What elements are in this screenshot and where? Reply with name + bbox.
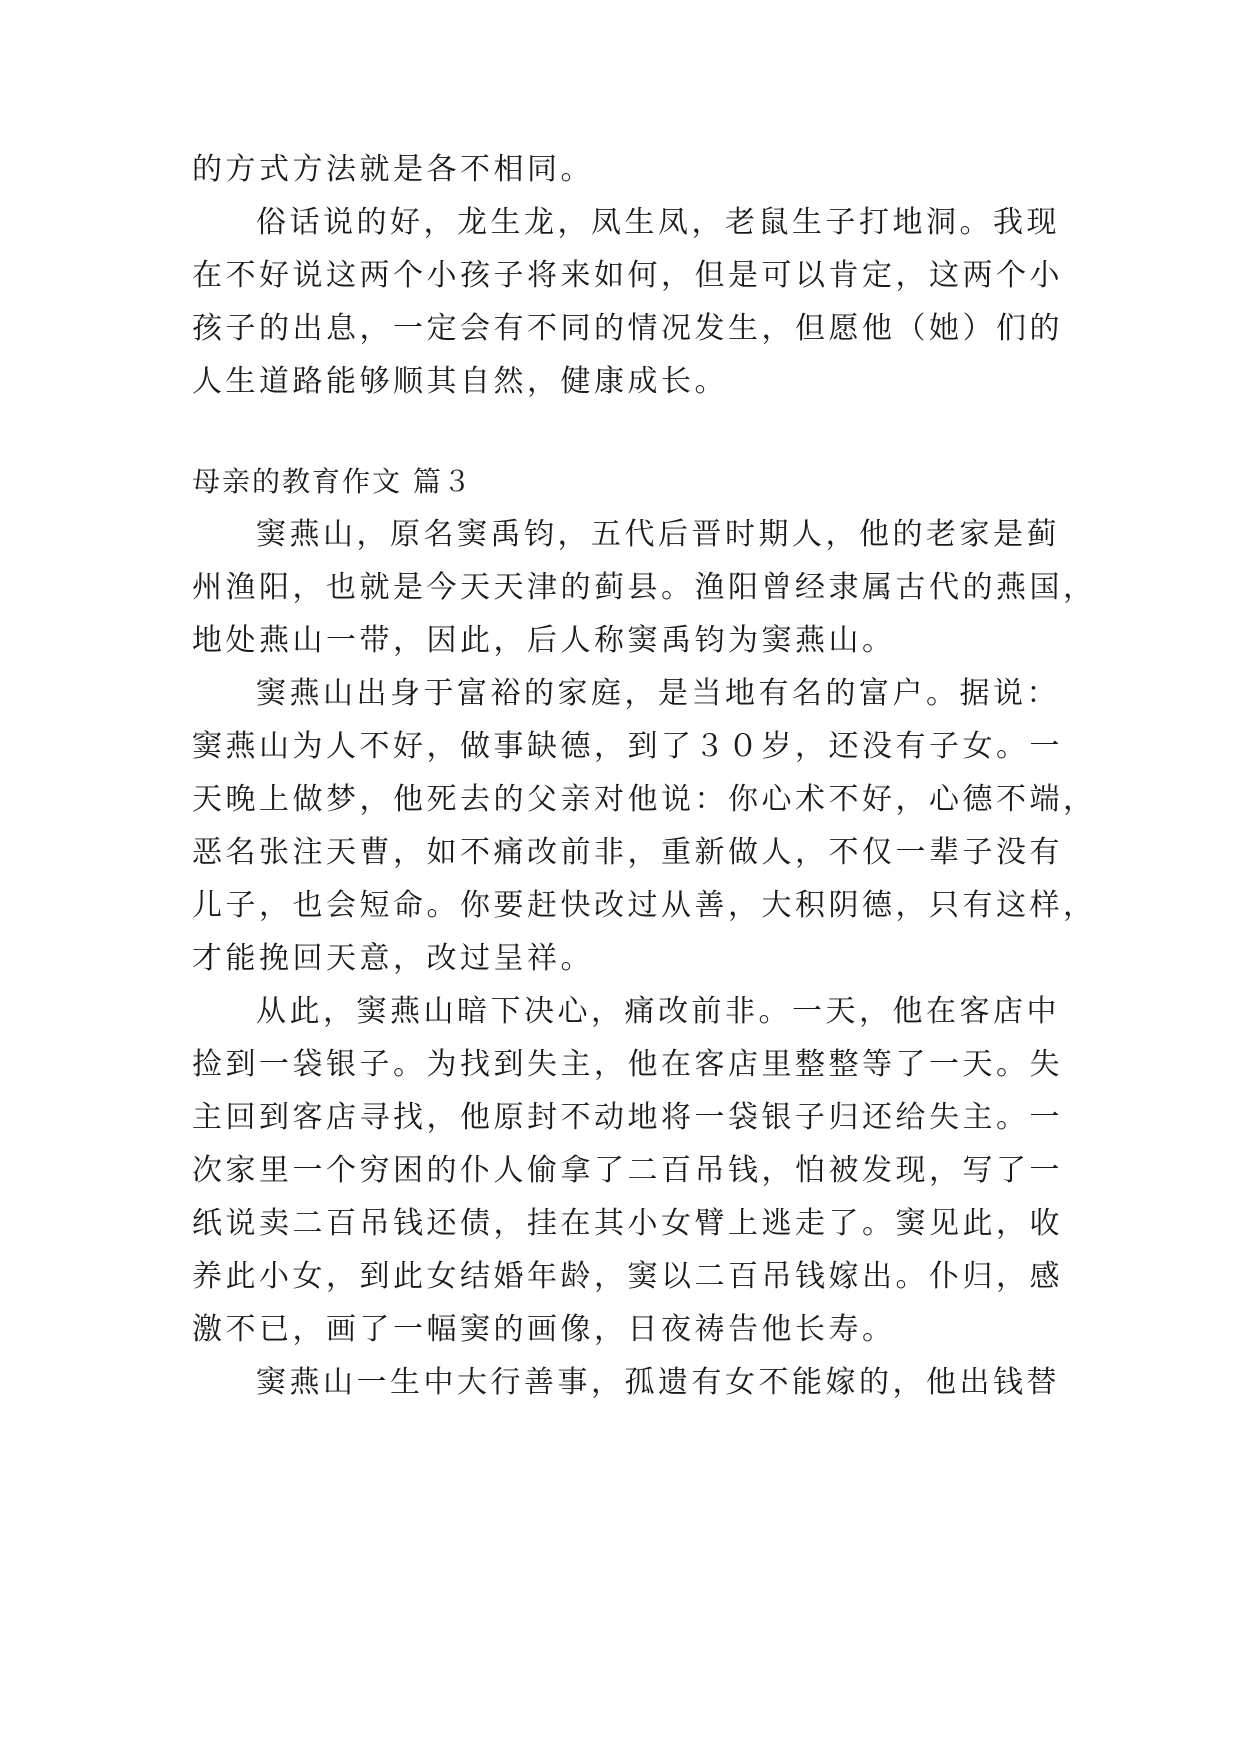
text-line: 才能挽回天意，改过呈祥。 bbox=[192, 941, 594, 976]
text-line: 养此小女，到此女结婚年龄，窦以二百吊钱嫁出。仆归，感 bbox=[192, 1259, 1063, 1294]
text-line: 的方式方法就是各不相同。 bbox=[192, 152, 594, 187]
text-line: 窦燕山一生中大行善事，孤遗有女不能嫁的，他出钱替 bbox=[256, 1365, 1060, 1400]
text-line: 窦燕山出身于富裕的家庭，是当地有名的富户。据说： bbox=[256, 676, 1060, 711]
text-line: 孩子的出息，一定会有不同的情况发生，但愿他（她）们的 bbox=[192, 311, 1063, 346]
text-line: 州渔阳，也就是今天天津的蓟县。渔阳曾经隶属古代的燕国， bbox=[192, 570, 1097, 605]
text-line: 从此，窦燕山暗下决心，痛改前非。一天，他在客店中 bbox=[256, 994, 1060, 1029]
text-line: 捡到一袋银子。为找到失主，他在客店里整整等了一天。失 bbox=[192, 1047, 1063, 1082]
text-line: 儿子，也会短命。你要赶快改过从善，大积阴德，只有这样， bbox=[192, 888, 1097, 923]
section-heading: 母亲的教育作文 篇３ bbox=[192, 465, 473, 498]
text-line: 次家里一个穷困的仆人偷拿了二百吊钱，怕被发现，写了一 bbox=[192, 1153, 1063, 1188]
text-line: 地处燕山一带，因此，后人称窦禹钧为窦燕山。 bbox=[192, 623, 896, 658]
text-line: 纸说卖二百吊钱还债，挂在其小女臂上逃走了。窦见此，收 bbox=[192, 1206, 1063, 1241]
text-line: 恶名张注天曹，如不痛改前非，重新做人，不仅一辈子没有 bbox=[192, 835, 1063, 870]
text-line: 俗话说的好，龙生龙，凤生凤，老鼠生子打地洞。我现 bbox=[256, 205, 1060, 240]
text-line: 主回到客店寻找，他原封不动地将一袋银子归还给失主。一 bbox=[192, 1100, 1063, 1135]
text-line: 窦燕山，原名窦禹钧，五代后晋时期人，他的老家是蓟 bbox=[256, 517, 1060, 552]
text-line: 激不已，画了一幅窦的画像，日夜祷告他长寿。 bbox=[192, 1312, 896, 1347]
text-line: 在不好说这两个小孩子将来如何，但是可以肯定，这两个小 bbox=[192, 258, 1063, 293]
text-line: 窦燕山为人不好，做事缺德，到了３０岁，还没有子女。一 bbox=[192, 729, 1063, 764]
text-line: 天晚上做梦，他死去的父亲对他说：你心术不好，心德不端， bbox=[192, 782, 1097, 817]
text-line: 人生道路能够顺其自然，健康成长。 bbox=[192, 364, 728, 399]
